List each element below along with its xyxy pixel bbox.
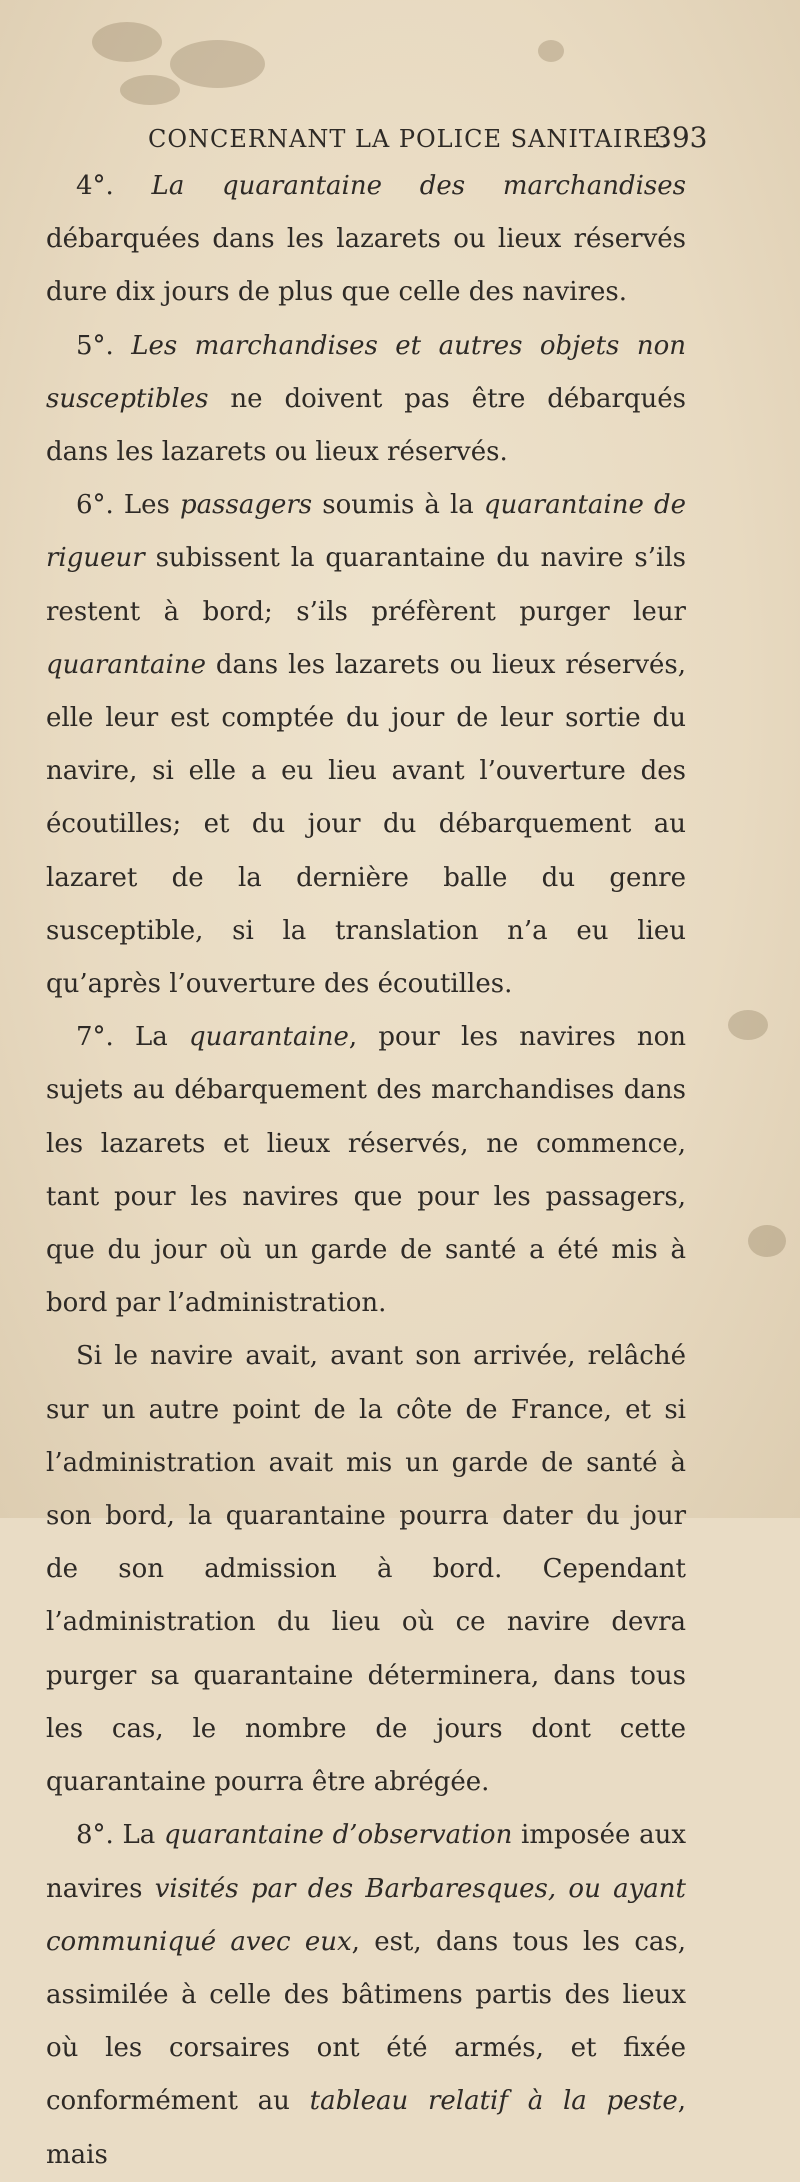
text-run: , mais (46, 2086, 686, 2170)
stain (538, 40, 564, 62)
paragraph-8 (46, 1809, 686, 2181)
paragraph-number: 4°. (76, 171, 152, 201)
text-run: passagers (180, 490, 313, 521)
text-run: quarantaine d’observation (163, 1820, 513, 1851)
running-head: CONCERNANT LA POLICE SANITAIRE. (148, 125, 670, 153)
text-run: débarquées dans les lazarets ou lieux réservés dure dix jours de plus que celle des navires. (46, 224, 686, 308)
text-run: Les marchandises et autres objets non susceptibles (46, 330, 686, 414)
paragraph-7-continued (46, 1330, 686, 1809)
page-number: 393 (654, 121, 708, 154)
paragraph-number: 6°. (76, 490, 124, 521)
text-run: tableau relatif à la peste (309, 2086, 678, 2117)
paragraph-6 (46, 479, 686, 1011)
paragraph-4 (46, 160, 686, 320)
text-run: , est, dans tous les cas, assimilée à celle des bâtimens partis des lieux où les corsaires ont été armés, et fixée conformément au (46, 1926, 686, 2117)
text-run: Les (123, 490, 180, 521)
text-run: quarantaine de rigueur (46, 490, 686, 574)
text-run: imposée aux navires (46, 1820, 686, 1904)
text-run: subissent la quarantaine du navire s’ils restent à bord; s’ils préfèrent purger leur (46, 543, 686, 627)
text-run: visités par des Barbaresques, ou ayant communiqué avec eux (46, 1873, 686, 1957)
paragraph-number: 8°. (76, 1820, 123, 1851)
text-run: , pour les navires non sujets au débarquement des marchandises dans les lazarets et lieux réservés, ne commence, tant pour les navires que pour les passagers, que du jour où un garde de santé a été mis à bord par l’administration. (46, 1022, 686, 1319)
stain (170, 40, 265, 88)
text-run: soumis à la (312, 490, 484, 521)
text-run: ne doivent pas être débarqués dans les lazarets ou lieux réservés. (46, 383, 686, 468)
text-run: La (135, 1022, 189, 1053)
stain (748, 1225, 786, 1257)
text-run: La (122, 1820, 164, 1851)
text-run: Si le navire avait, avant son arrivée, relâché sur un autre point de la côte de France, et si l’administration avait mis un garde de santé à son bord, la quarantaine pourra dater du jour de son admission à bord. Cependant l’administration du lieu où ce navire devra purger sa quarantaine déterminera, dans tous les cas, le nombre de jours dont cette quarantaine pourra être abrégée. (46, 1341, 686, 1798)
text-run: dans les lazarets ou lieux réservés, elle leur est comptée du jour de leur sortie du navire, si elle a eu lieu avant l’ouverture des écoutilles; et du jour du débarquement au lazaret de la dernière balle du genre susceptible, si la translation n’a eu lieu qu’après l’ouverture des écoutilles. (46, 649, 686, 1000)
paragraph-number: 5°. (76, 330, 132, 361)
text-run: quarantaine (188, 1022, 349, 1053)
stain (120, 75, 180, 105)
body-text (46, 160, 686, 2182)
paragraph-5 (46, 320, 686, 480)
paragraph-7 (46, 1011, 686, 1330)
text-run: quarantaine (46, 649, 206, 680)
text-run: La quarantaine des marchandises (151, 171, 687, 201)
stain (92, 22, 162, 62)
stain (728, 1010, 768, 1040)
paragraph-number: 7°. (76, 1022, 135, 1053)
